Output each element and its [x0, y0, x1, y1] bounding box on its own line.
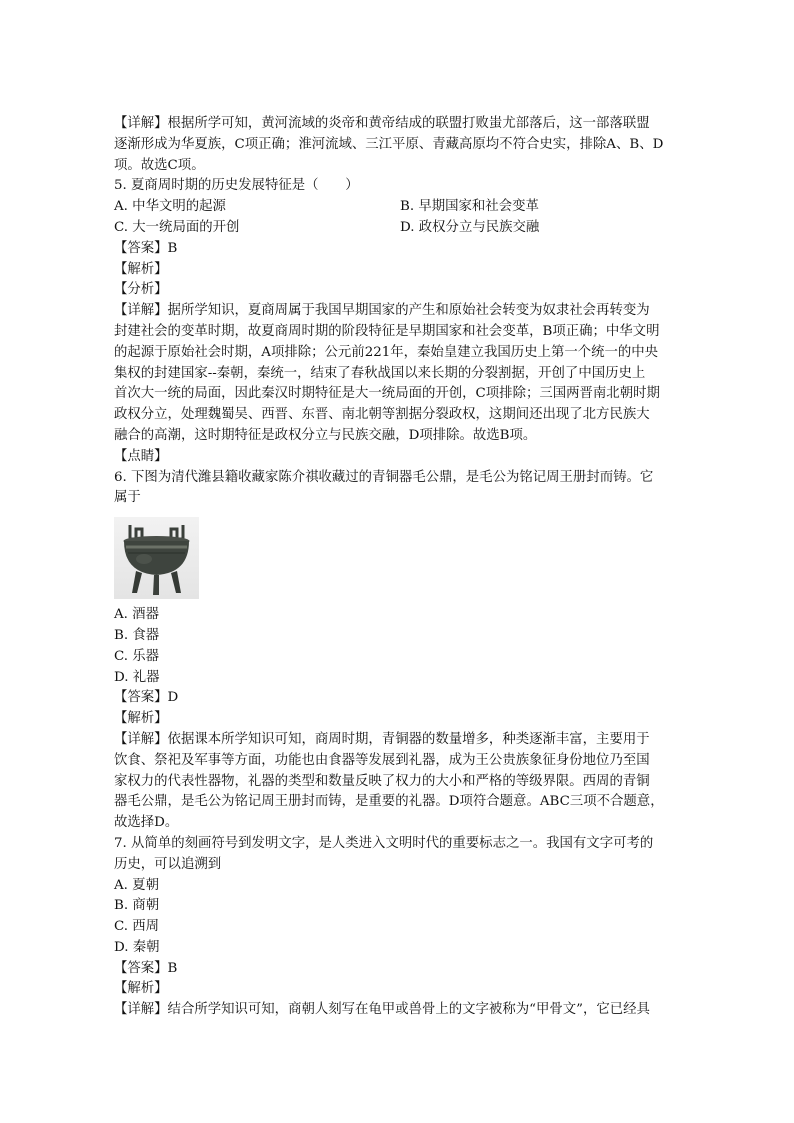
q5-options-row-1: [114, 197, 686, 218]
q7-option-d: D. 秦朝: [114, 939, 160, 955]
q6-option-d: D. 礼器: [114, 669, 160, 685]
q5-detail-line-7: 融合的高潮，这时期特征是政权分立与民族交融，D项排除。故选B项。: [114, 427, 537, 443]
q4-detail-line-1: 【详解】根据所学可知，黄河流域的炎帝和黄帝结成的联盟打败蚩尤部落后，这一部落联盟: [114, 116, 650, 131]
q6-option-b: B. 食器: [114, 627, 160, 643]
q6-jiexi-label: 【解析】: [114, 711, 168, 727]
q7-jiexi-label: 【解析】: [114, 981, 168, 997]
q5-jiexi-label: 【解析】: [114, 261, 168, 277]
bronze-ding-icon: [114, 517, 199, 599]
q7-detail-line-1: 【详解】结合所学知识可知，商朝人刻写在龟甲或兽骨上的文字被称为“甲骨文”，它已经具: [114, 1002, 650, 1018]
q5-options-row-2: [114, 218, 686, 239]
q5-detail-line-1: 【详解】据所学知识，夏商周属于我国早期国家的产生和原始社会转变为奴隶社会再转变为: [114, 303, 650, 319]
q5-detail-line-6: 政权分立，处理魏蜀吴、西晋、东晋、南北朝等割据分裂政权，这期间还出现了北方民族大: [114, 407, 650, 423]
q5-detail-line-5: 首次大一统的局面，因此秦汉时期特征是大一统局面的开创，C项排除；三国两晋南北朝时期: [114, 386, 660, 402]
q5-fenxi-label: 【分析】: [114, 282, 168, 298]
q5-option-d: D. 政权分立与民族交融: [400, 219, 540, 235]
q5-detail-line-4: 集权的封建国家--秦朝，秦统一，结束了春秋战国以来长期的分裂割据，开创了中国历史上: [114, 365, 646, 381]
q5-detail-line-3: 的起源于原始社会时期，A项排除；公元前221年，秦始皇建立我国历史上第一个统一的中央: [114, 344, 659, 360]
q6-detail-line-4: 器毛公鼎，是毛公为铭记周王册封而铸，是重要的礼器。D项符合题意。ABC三项不合题意，: [114, 794, 664, 810]
q5-option-c: C. 大一统局面的开创: [114, 219, 240, 235]
maogong-ding-image: [114, 517, 199, 599]
q5-stem: 5. 夏商周时期的历史发展特征是（ ）: [114, 178, 359, 194]
q5-option-a: A. 中华文明的起源: [114, 199, 226, 215]
q6-stem-line-2: 属于: [114, 490, 141, 506]
q7-option-a: A. 夏朝: [114, 877, 159, 893]
q7-option-c: C. 西周: [114, 919, 160, 935]
q7-stem-line-1: 7. 从简单的刻画符号到发明文字，是人类进入文明时代的重要标志之一。我国有文字可考的: [114, 835, 654, 851]
q6-detail-line-2: 饮食、祭祀及军事等方面，功能也由食器等发展到礼器，成为王公贵族象征身份地位乃至国: [114, 752, 650, 768]
q6-detail-line-1: 【详解】依据课本所学知识可知，商周时期，青铜器的数量增多，种类逐渐丰富，主要用于: [114, 731, 650, 747]
q6-option-c: C. 乐器: [114, 648, 160, 664]
q6-detail-line-5: 故选择D。: [114, 815, 179, 831]
document-page: [114, 114, 686, 1021]
q7-answer: 【答案】B: [114, 960, 178, 976]
q6-detail-line-3: 家权力的代表性器物，礼器的类型和数量反映了权力的大小和严格的等级界限。西周的青铜: [114, 773, 650, 789]
q4-detail-line-2: 逐渐形成为华夏族，C项正确；淮河流域、三江平原、青藏高原均不符合史实，排除A、B、D: [114, 136, 664, 152]
q5-detail-line-2: 封建社会的变革时期，故夏商周时期的阶段特征是早期国家和社会变革，B项正确；中华文明: [114, 323, 660, 339]
q7-stem-line-2: 历史，可以追溯到: [114, 856, 222, 872]
q4-detail-line-3: 项。故选C项。: [114, 157, 205, 173]
q5-option-b: B. 早期国家和社会变革: [400, 199, 539, 215]
q7-option-b: B. 商朝: [114, 898, 160, 914]
q6-stem-line-1: 6. 下图为清代潍县籍收藏家陈介祺收藏过的青铜器毛公鼎，是毛公为铭记周王册封而铸。它: [114, 469, 654, 485]
q5-dianjing-label: 【点睛】: [114, 448, 168, 464]
q5-answer: 【答案】B: [114, 240, 178, 256]
q6-answer: 【答案】D: [114, 690, 179, 706]
q6-option-a: A. 酒器: [114, 607, 159, 623]
